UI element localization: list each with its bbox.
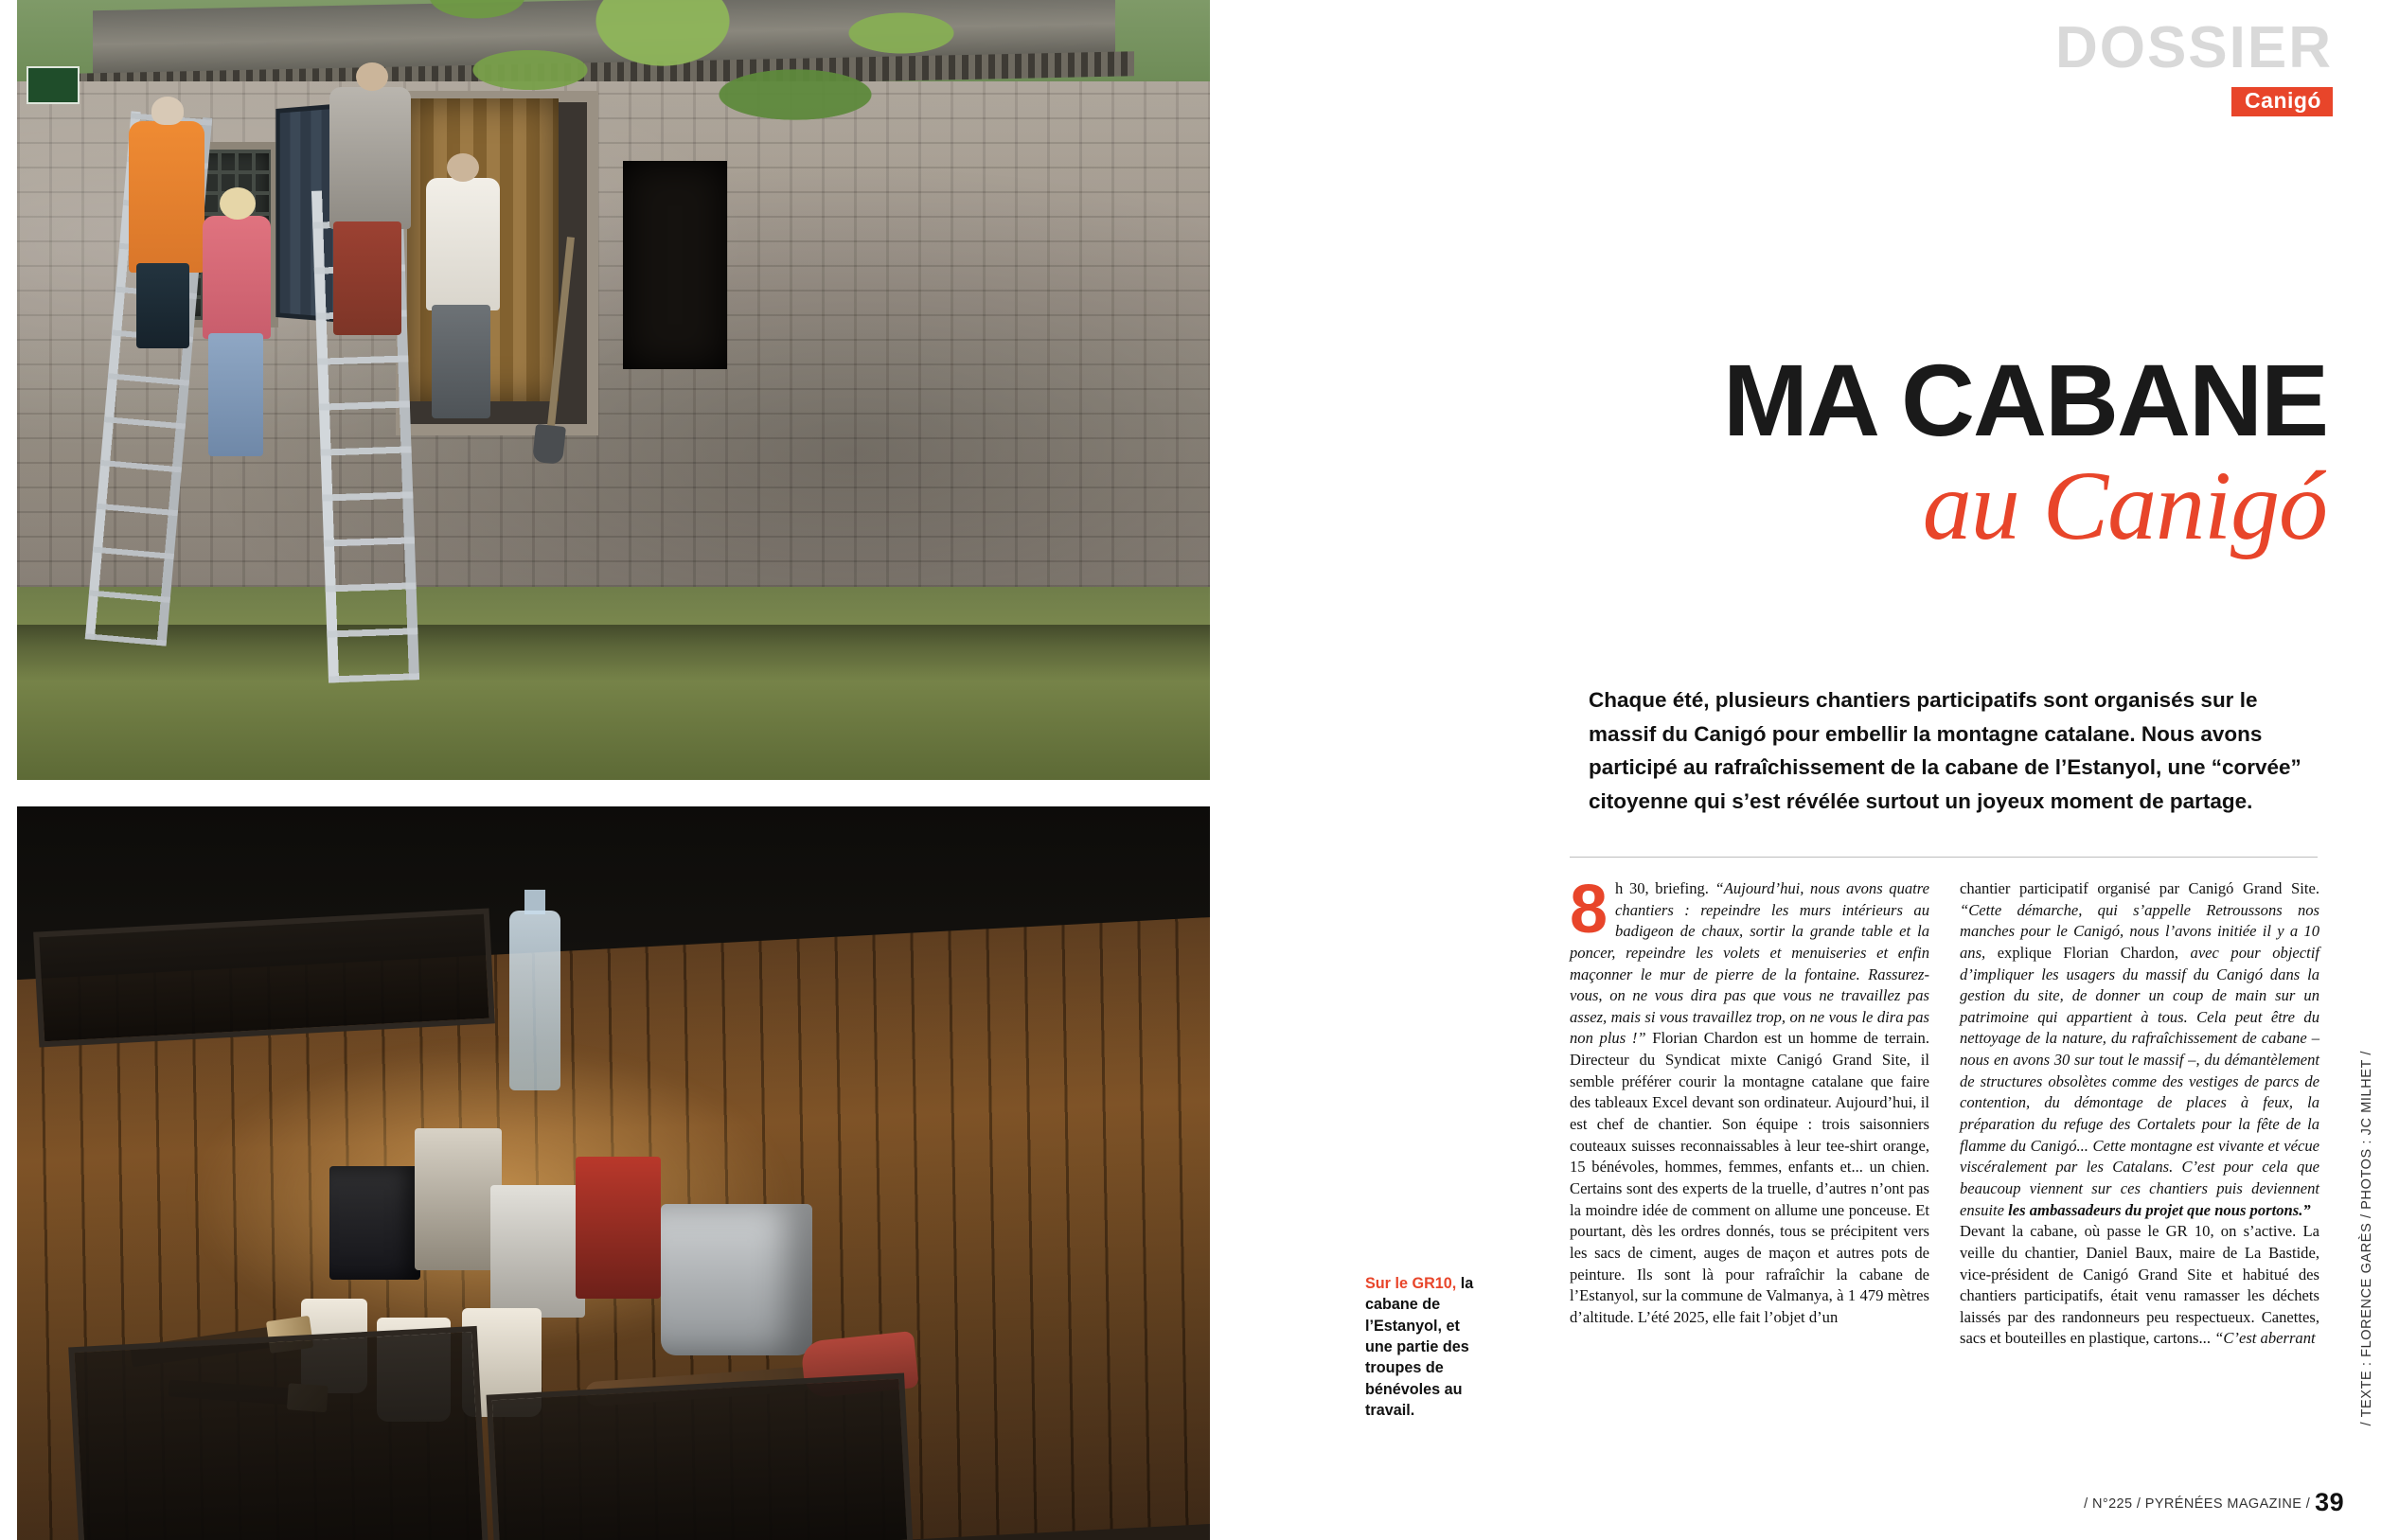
- page-subtitle: au Canigó: [1922, 451, 2327, 560]
- table-panel-2: [487, 1373, 914, 1540]
- grass-ground: [17, 587, 1210, 780]
- standfirst: Chaque été, plusieurs chantiers participatifs sont organisés sur le massif du Canigó pour embellir la montagne catalane. Nous avons participé au rafraîchissement de la cabane de l’Estanyol, une “corvée” citoyenne qui s’est révélée surtout un joyeux moment de partage.: [1589, 688, 2301, 813]
- trail-sign: [27, 66, 80, 104]
- right-page: [1210, 0, 2399, 1540]
- photo-caption: [1365, 1273, 1486, 1422]
- body-column-1: [1570, 872, 1929, 1408]
- metal-bucket: [661, 1204, 812, 1355]
- body-p3-text: Devant la cabane, où passe le GR 10, on s’active. La veille du chantier, Daniel Baux, maire de La Bastide, vice-président de Canigó Grand Site et habitué des chantiers participatifs, était venu ramasser les déchets laissés par des randonneurs peu respectueux. Canettes, sacs et bouteilles en plastique, cartons...: [1960, 1222, 2319, 1348]
- paint-pot-dark: [329, 1166, 420, 1280]
- body-p1-quote: “Aujourd’hui, nous avons quatre chantiers : repeindre les murs intérieurs au badigeon de chaux, sortir la grande table et la poncer, repeindre les volets et menuiseries et enfin maçonner le mur de pierre de la fontaine. Rassurez-vous, on ne vous dira pas que vous ne travaillez pas assez, mais si vous travaillez trop, on ne vous le dira pas non plus !”: [1570, 879, 1929, 1048]
- dossier-tag: [2054, 15, 2333, 113]
- body-p1-part2: Florian Chardon est un homme de terrain. Directeur du Syndicat mixte Canigó Grand Site, il semble préférer courir la montagne catalane que faire des tableaux Excel devant son ordinateur. Aujourd’hui, il est chef de chantier. Son équipe : trois saisonniers couteaux suisses reconnaissables à leur tee-shirt orange, 15 bénévoles, hommes, femmes, enfants et... un chien. Certains sont des experts de la truelle, d’autres n’ont pas la moindre idée de comment on allume une ponceuse. Et pourtant, dès les ordres donnés, tous se précipitent vers les sacs de ciment, auges de maçon et autres pots de peinture. Ils sont là pour rafraîchir la cabane de l’Estanyol, sur la commune de Valmanya, à 1 479 mètres d’altitude. L’été 2025, elle fait l’objet d’un: [1570, 1029, 1929, 1326]
- body-paragraph-3: [1960, 1221, 2319, 1350]
- photo-table-paint: [17, 806, 1210, 1540]
- ground-shadow: [17, 625, 1210, 681]
- volunteer-orange-shirt: [129, 121, 204, 273]
- body-p2-quote-bold: les ambassadeurs du projet que nous portons.”: [2008, 1200, 2311, 1219]
- article-title-block: [1210, 343, 2340, 560]
- dossier-subject: Canigó: [2245, 88, 2321, 113]
- volunteer-pink-shirt: [203, 216, 271, 339]
- folio-page-number: 39: [2315, 1488, 2344, 1516]
- folio: [2084, 1488, 2344, 1517]
- paint-pot-red: [576, 1157, 661, 1299]
- caption-lead: Sur le GR10,: [1365, 1275, 1457, 1292]
- article-body: [1570, 872, 2319, 1408]
- paint-pot-cream: [415, 1128, 502, 1270]
- drop-cap: 8: [1570, 872, 1608, 947]
- folio-issue: / N°225 / PYRÉNÉES MAGAZINE /: [2084, 1496, 2311, 1512]
- body-p2-quote-1: “Cette démarche, qui s’appelle Retroussons nos manches pour le Canigó, nous l’avons initiée il y a 10 ans,: [1960, 900, 2319, 962]
- body-paragraph-2: [1960, 878, 2319, 1221]
- body-column-2: [1960, 878, 2319, 1408]
- body-p2-intro: chantier participatif organisé par Canigó Grand Site.: [1960, 879, 2319, 897]
- table-panel-1: [68, 1326, 489, 1540]
- volunteer-grey-shirt: [329, 87, 411, 229]
- body-p2-quote-2: avec pour objectif d’impliquer les usagers du massif du Canigó dans la gestion du site, de donner un coup de main sur un patrimoine qui appartient à tous. Cela peut être du nettoyage de la nature, du rafraîchissement de cabane – nous en avons 30 sur tout le massif –, du démantèlement de structures obsolètes comme des vestiges de parcs de contention, du démontage de places à feux, la préparation du refuge des Cortalets pour la fête de la flamme du Canigó... Cette montagne est vivante et vécue viscéralement par les Catalans. C’est pour cela que beaucoup viennent sur ces chantiers puis deviennent ensuite: [1960, 943, 2319, 1219]
- table-panel-top: [33, 908, 495, 1047]
- body-p2-attribution: explique Florian Chardon,: [1985, 943, 2191, 962]
- body-p1-part1: h 30, briefing.: [1615, 879, 1715, 897]
- paint-pot-white: [490, 1185, 585, 1318]
- tree-foliage: [424, 0, 954, 218]
- page-title: MA CABANE: [1723, 343, 2327, 457]
- credits-vertical: / TEXTE : FLORENCE GARÈS / PHOTOS : JC MILHET /: [2359, 1051, 2374, 1426]
- divider-rule: [1570, 857, 2318, 858]
- photo-hut-volunteers: [17, 0, 1210, 780]
- body-paragraph-1: [1570, 872, 1929, 1328]
- dossier-subject-box: [2231, 87, 2333, 116]
- water-bottle: [509, 911, 560, 1090]
- body-p3-quote: “C’est aberrant: [2214, 1329, 2316, 1348]
- dossier-label: DOSSIER: [2054, 15, 2333, 80]
- caption-text: la cabane de l’Estanyol, et une partie des troupes de bénévoles au travail.: [1365, 1275, 1474, 1420]
